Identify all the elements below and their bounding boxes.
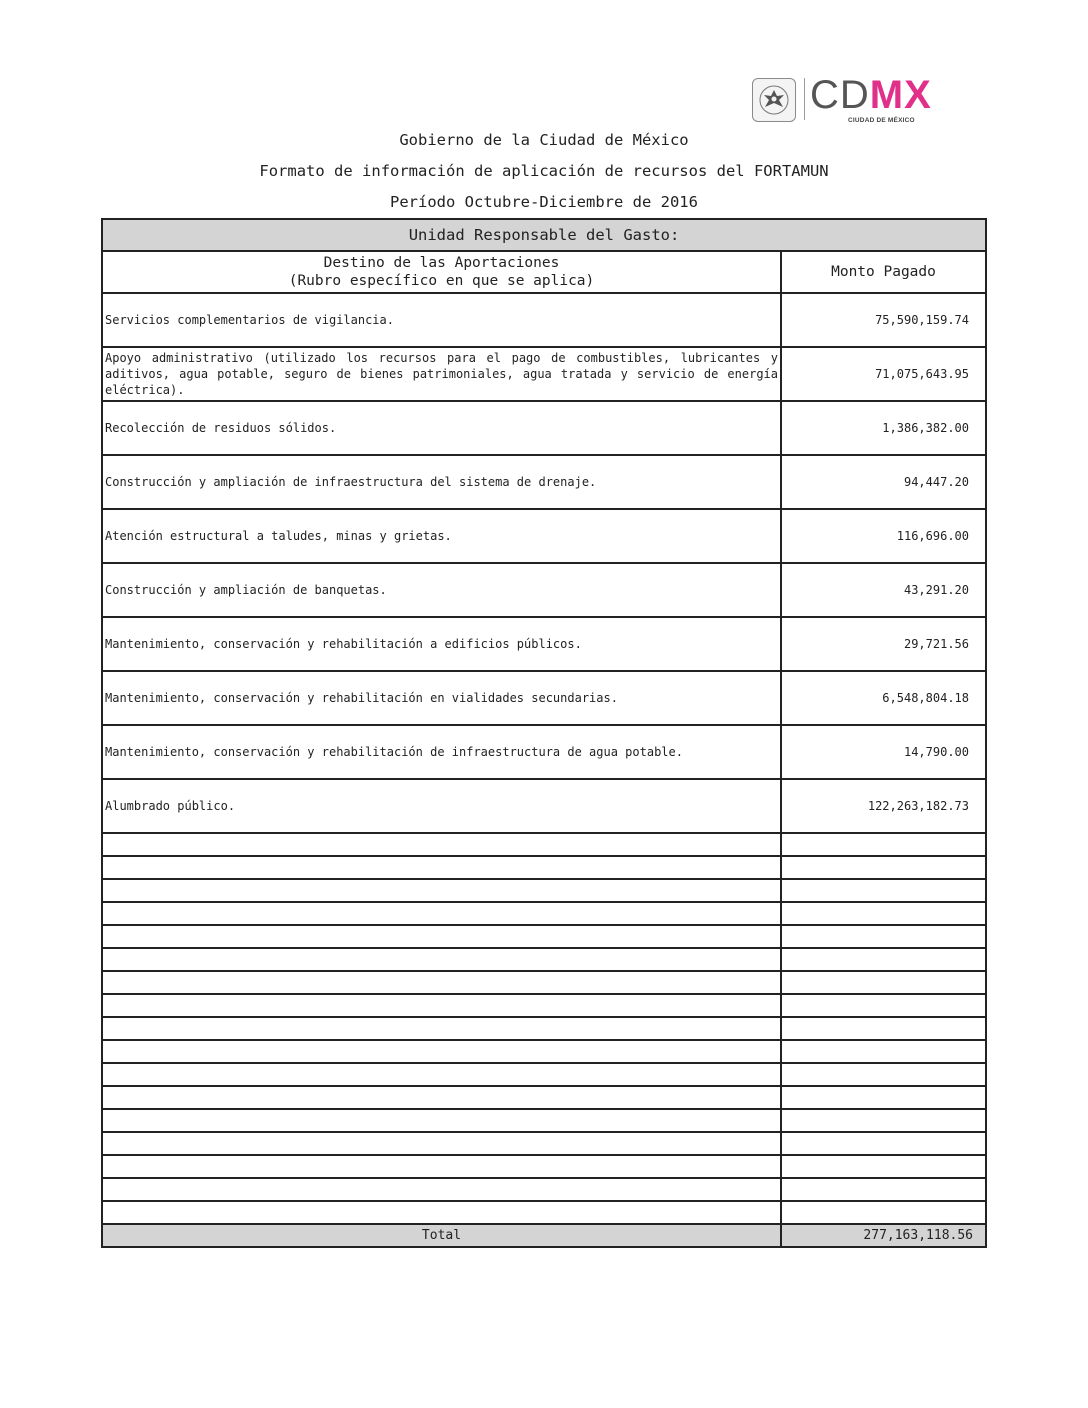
destino-cell: Mantenimiento, conservación y rehabilitación en vialidades secundarias. xyxy=(102,671,781,725)
empty-cell xyxy=(781,1132,986,1155)
cdmx-wordmark xyxy=(810,72,932,118)
empty-row xyxy=(102,856,986,879)
destino-header xyxy=(102,251,781,293)
table-row xyxy=(102,779,986,833)
monto-cell: 6,548,804.18 xyxy=(781,671,986,725)
empty-cell xyxy=(102,994,781,1017)
unit-row xyxy=(102,219,986,251)
empty-row xyxy=(102,1132,986,1155)
destino-cell: Mantenimiento, conservación y rehabilitación de infraestructura de agua potable. xyxy=(102,725,781,779)
government-title: Gobierno de la Ciudad de México xyxy=(399,131,689,149)
logo-divider xyxy=(804,78,805,120)
empty-row xyxy=(102,925,986,948)
empty-cell xyxy=(781,948,986,971)
empty-cell xyxy=(781,856,986,879)
empty-cell xyxy=(781,1017,986,1040)
unit-label: Unidad Responsable del Gasto: xyxy=(102,219,986,251)
empty-row xyxy=(102,1155,986,1178)
total-value: 277,163,118.56 xyxy=(781,1224,986,1247)
empty-row xyxy=(102,948,986,971)
empty-row xyxy=(102,1063,986,1086)
empty-cell xyxy=(102,948,781,971)
empty-cell xyxy=(102,1109,781,1132)
table-row xyxy=(102,401,986,455)
empty-row xyxy=(102,1017,986,1040)
monto-cell: 116,696.00 xyxy=(781,509,986,563)
empty-cell xyxy=(781,1201,986,1224)
table-row xyxy=(102,293,986,347)
empty-cell xyxy=(781,971,986,994)
empty-cell xyxy=(102,902,781,925)
empty-cell xyxy=(781,925,986,948)
logo-subtitle: CIUDAD DE MÉXICO xyxy=(848,117,915,124)
table-row xyxy=(102,455,986,509)
destino-cell: Construcción y ampliación de banquetas. xyxy=(102,563,781,617)
empty-cell xyxy=(781,1040,986,1063)
format-title: Formato de información de aplicación de recursos del FORTAMUN xyxy=(259,162,829,180)
empty-cell xyxy=(781,1063,986,1086)
header-row xyxy=(102,251,986,293)
empty-cell xyxy=(781,1178,986,1201)
empty-cell xyxy=(102,1063,781,1086)
monto-cell: 75,590,159.74 xyxy=(781,293,986,347)
empty-cell xyxy=(781,902,986,925)
empty-row xyxy=(102,1040,986,1063)
empty-cell xyxy=(102,1086,781,1109)
destino-cell: Apoyo administrativo (utilizado los recursos para el pago de combustibles, lubricantes y aditivos, agua potable, seguro de bienes patrimoniales, agua tratada y servicio de energía eléctrica). xyxy=(102,347,781,401)
empty-cell xyxy=(102,925,781,948)
empty-row xyxy=(102,1178,986,1201)
destino-cell: Mantenimiento, conservación y rehabilitación a edificios públicos. xyxy=(102,617,781,671)
empty-cell xyxy=(102,1178,781,1201)
cdmx-logo xyxy=(752,73,962,128)
monto-cell: 14,790.00 xyxy=(781,725,986,779)
table-row xyxy=(102,563,986,617)
table-row xyxy=(102,617,986,671)
empty-row xyxy=(102,994,986,1017)
empty-row xyxy=(102,1201,986,1224)
monto-cell: 1,386,382.00 xyxy=(781,401,986,455)
destino-header-line2: (Rubro específico en que se aplica) xyxy=(288,273,595,289)
empty-cell xyxy=(102,1017,781,1040)
total-row xyxy=(102,1224,986,1247)
destino-cell: Recolección de residuos sólidos. xyxy=(102,401,781,455)
empty-cell xyxy=(781,994,986,1017)
empty-cell xyxy=(781,1155,986,1178)
destino-cell: Construcción y ampliación de infraestructura del sistema de drenaje. xyxy=(102,455,781,509)
period-title: Período Octubre-Diciembre de 2016 xyxy=(390,193,698,211)
table-row xyxy=(102,725,986,779)
destino-header-line1: Destino de las Aportaciones xyxy=(323,255,560,271)
monto-cell: 94,447.20 xyxy=(781,455,986,509)
empty-cell xyxy=(102,971,781,994)
empty-row xyxy=(102,902,986,925)
empty-cell xyxy=(781,1109,986,1132)
coat-of-arms-icon xyxy=(752,78,796,122)
table-row xyxy=(102,671,986,725)
empty-cell xyxy=(781,879,986,902)
empty-row xyxy=(102,1086,986,1109)
destino-cell: Servicios complementarios de vigilancia. xyxy=(102,293,781,347)
empty-row xyxy=(102,833,986,856)
fortamun-table xyxy=(101,218,987,1248)
total-label: Total xyxy=(102,1224,781,1247)
monto-cell: 43,291.20 xyxy=(781,563,986,617)
table-row xyxy=(102,509,986,563)
empty-cell xyxy=(102,1132,781,1155)
empty-cell xyxy=(781,833,986,856)
empty-cell xyxy=(102,879,781,902)
monto-cell: 71,075,643.95 xyxy=(781,347,986,401)
empty-cell xyxy=(102,856,781,879)
wordmark-mx: MX xyxy=(869,73,932,117)
wordmark-cd: CD xyxy=(810,73,870,117)
empty-row xyxy=(102,879,986,902)
empty-cell xyxy=(102,1040,781,1063)
empty-cell xyxy=(102,1201,781,1224)
table-row xyxy=(102,347,986,401)
destino-cell: Atención estructural a taludes, minas y grietas. xyxy=(102,509,781,563)
monto-cell: 122,263,182.73 xyxy=(781,779,986,833)
empty-cell xyxy=(781,1086,986,1109)
empty-row xyxy=(102,971,986,994)
empty-row xyxy=(102,1109,986,1132)
empty-cell xyxy=(102,1155,781,1178)
monto-cell: 29,721.56 xyxy=(781,617,986,671)
destino-cell: Alumbrado público. xyxy=(102,779,781,833)
monto-header: Monto Pagado xyxy=(781,251,986,293)
empty-cell xyxy=(102,833,781,856)
